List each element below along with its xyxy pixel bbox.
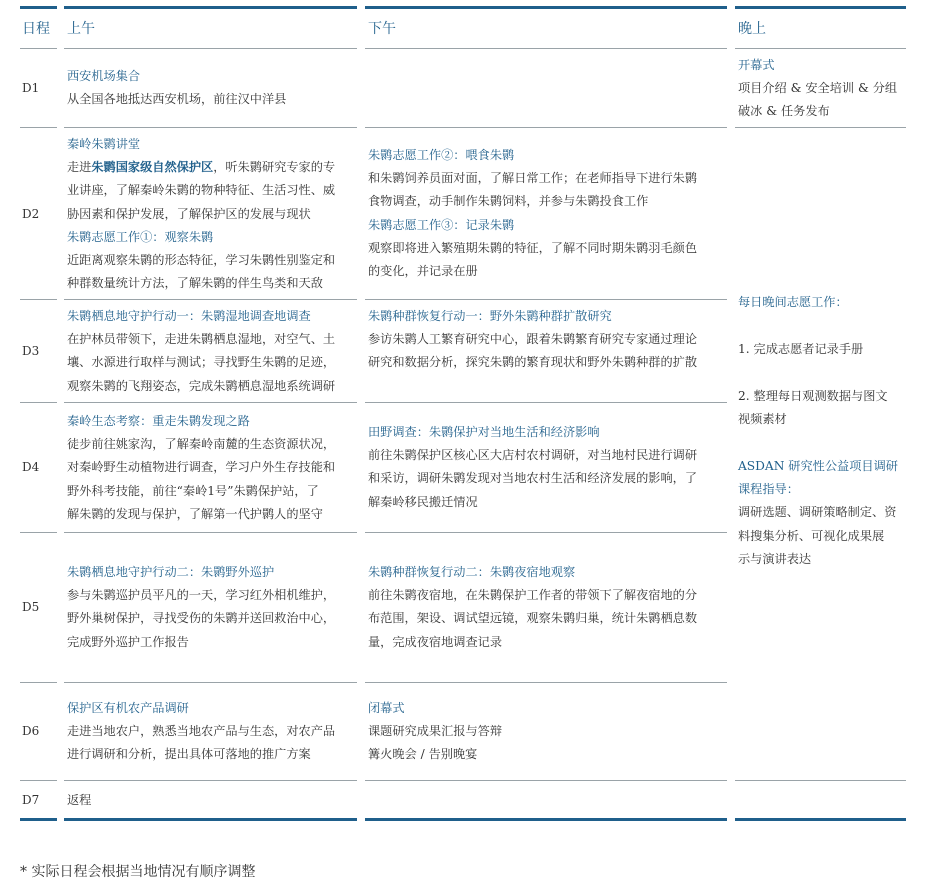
evening-volunteer-title: 每日晚间志愿工作： [738,295,848,309]
activity-title: 朱鹮栖息地守护行动二：朱鹮野外巡护 [67,565,275,579]
activity-title: 秦岭朱鹮讲堂 [67,137,141,151]
morning-cell [67,65,357,111]
activity-text: 胁因素和保护发展，了解保护区的发展与现状 [67,206,311,221]
activity-text: 进行调研和分析，提出具体可落地的推广方案 [67,747,311,762]
row-divider [20,299,57,300]
activity-title: 保护区有机农产品调研 [67,701,189,715]
column-header-evening: 晚上 [738,21,766,37]
activity-text: 野外巢树保护，寻找受伤的朱鹮并送回救治中心， [67,611,336,626]
header-bar-afternoon [365,6,727,9]
morning-cell [67,789,359,812]
day-label: D2 [22,207,40,221]
row-divider [365,127,727,128]
column-header-day: 日程 [22,21,50,37]
activity-text: 对秦岭野生动植物进行调查，学习户外生存技能和 [67,460,336,475]
evening-item-text: 2. 整理每日观测数据与图文 [738,389,888,403]
day-label: D7 [22,793,40,807]
guide-title: 课程指导： [738,482,799,497]
activity-text: 观察即将进入繁殖期朱鹮的特征，了解不同时期朱鹮羽毛颜色 [368,240,698,255]
row-divider [735,780,906,781]
header-bar-morning [64,6,357,9]
afternoon-cell [368,697,730,767]
highlight-text: 朱鹮国家级自然保护区 [91,160,214,175]
row-divider [64,299,357,300]
row-divider [735,127,906,128]
row-divider [20,682,57,683]
day-label: D3 [22,344,40,358]
day-label: D5 [22,600,40,614]
activity-text: 和朱鹮饲养员面对面，了解日常工作；在老师指导下进行朱鹮 [368,171,698,186]
guide-text: 示与演讲表达 [738,551,812,566]
activity-title: 朱鹮种群恢复行动二：朱鹮夜宿地观察 [368,565,576,579]
footer-bar-morning [64,818,357,821]
row-divider [20,780,57,781]
activity-text: 徒步前往姚家沟，了解秦岭南麓的生态资源状况， [67,437,336,452]
day-label: D4 [22,460,40,474]
activity-text: 布范围，架设、调试望远镜，观察朱鹮归巢，统计朱鹮栖息数 [368,611,698,626]
activity-text: 业讲座，了解秦岭朱鹮的物种特征、生活习性、威 [67,183,336,198]
activity-text: 量，完成夜宿地调查记录 [368,634,503,649]
afternoon-cell [368,561,730,654]
row-divider [64,532,357,533]
activity-text: 观察朱鹮的飞翔姿态，完成朱鹮栖息湿地系统调研 [67,378,336,393]
activity-text: 破冰 & 任务发布 [738,104,830,119]
activity-title: 朱鹮种群恢复行动一：野外朱鹮种群扩散研究 [368,309,612,323]
evening-item: 1. 完成志愿者记录手册 [738,342,864,356]
footer-bar-day [20,818,57,821]
row-divider [64,127,357,128]
row-divider [365,780,727,781]
activity-text: 解朱鹮的发现与保护，了解第一代护鹮人的坚守 [67,506,323,521]
activity-text: 食物调查，动手制作朱鹮饲料，并参与朱鹮投食工作 [368,194,649,209]
guide-text: 料搜集分析、可视化成果展 [738,528,885,543]
morning-cell [67,305,359,398]
activity-text: 从全国各地抵达西安机场，前往汉中洋县 [67,92,287,107]
footnote: * 实际日程会根据当地情况有顺序调整 [20,864,256,880]
row-divider [365,402,727,403]
activity-title: 田野调查：朱鹮保护对当地生活和经济影响 [368,425,600,439]
day-label: D6 [22,724,40,738]
evening-guide [738,455,910,571]
column-header-morning: 上午 [67,21,95,37]
row-divider [365,48,727,49]
activity-text: 研究和数据分析，探究朱鹮的繁育现状和野外朱鹮种群的扩散 [368,355,698,370]
morning-cell [67,133,359,295]
activity-text: 种群数量统计方法，了解朱鹮的伴生鸟类和天敌 [67,276,323,291]
row-divider [365,299,727,300]
row-divider [365,682,727,683]
activity-text: 的变化，并记录在册 [368,264,478,279]
text-run: 走进 [67,160,92,175]
activity-title: 西安机场集合 [67,69,141,83]
row-divider [735,48,906,49]
column-header-afternoon: 下午 [368,21,396,37]
row-divider [64,402,357,403]
evening-item [738,385,908,431]
activity-text: 前往朱鹮保护区核心区大店村农村调研，对当地村民进行调研 [368,448,698,463]
row-divider [20,402,57,403]
row-divider [20,532,57,533]
row-divider [64,682,357,683]
guide-title: ASDAN 研究性公益项目调研 [738,459,898,473]
activity-title: 开幕式 [738,58,775,72]
activity-text: 和采访，调研朱鹮发现对当地农村生活和经济发展的影响，了 [368,471,698,486]
activity-title: 朱鹮志愿工作①：观察朱鹮 [67,229,214,244]
morning-cell [67,561,359,654]
footer-bar-afternoon [365,818,727,821]
activity-title: 秦岭生态考察：重走朱鹮发现之路 [67,414,250,428]
activity-text: 项目介绍 & 安全培训 & 分组 [738,81,898,96]
afternoon-cell [368,144,730,283]
morning-cell [67,410,359,526]
afternoon-cell [368,421,730,514]
evening-common-cell [738,291,908,314]
activity-text: 走进当地农户，熟悉当地农产品与生态，对农产品 [67,724,336,739]
morning-cell [67,697,359,767]
text-run: ，听朱鹮研究专家的专 [213,160,336,175]
activity-title: 闭幕式 [368,701,405,715]
activity-text [67,156,359,179]
activity-text: 壤、水源进行取样与测试；寻找野生朱鹮的足迹， [67,355,336,370]
activity-text: 篝火晚会 / 告别晚宴 [368,747,478,762]
row-divider [20,127,57,128]
evening-item-text: 视频素材 [738,412,787,427]
row-divider [64,780,357,781]
header-bar-evening [735,6,906,9]
activity-text: 参与朱鹮巡护员平凡的一天，学习红外相机维护， [67,588,336,603]
activity-title: 朱鹮志愿工作②：喂食朱鹮 [368,148,515,162]
footer-bar-evening [735,818,906,821]
activity-text: 完成野外巡护工作报告 [67,634,189,649]
afternoon-cell [368,305,730,375]
row-divider [20,48,57,49]
activity-title: 朱鹮栖息地守护行动一：朱鹮湿地调查地调查 [67,309,311,323]
activity-text: 返程 [67,793,92,807]
activity-text: 近距离观察朱鹮的形态特征，学习朱鹮性别鉴定和 [67,253,336,268]
activity-text: 课题研究成果汇报与答辩 [368,724,503,739]
day-label: D1 [22,81,40,95]
activity-text: 在护林员带领下，走进朱鹮栖息湿地，对空气、土 [67,332,336,347]
guide-text: 调研选题、调研策略制定、资 [738,505,897,520]
activity-text: 野外科考技能，前往“秦岭1号”朱鹮保护站，了 [67,483,319,498]
activity-text: 前往朱鹮夜宿地，在朱鹮保护工作者的带领下了解夜宿地的分 [368,588,698,603]
row-divider [64,48,357,49]
evening-cell [738,54,906,124]
header-bar-day [20,6,57,9]
activity-title: 朱鹮志愿工作③：记录朱鹮 [368,217,515,232]
row-divider [365,532,727,533]
activity-text: 解秦岭移民搬迁情况 [368,494,478,509]
activity-text: 参访朱鹮人工繁育研究中心，跟着朱鹮繁育研究专家通过理论 [368,332,698,347]
